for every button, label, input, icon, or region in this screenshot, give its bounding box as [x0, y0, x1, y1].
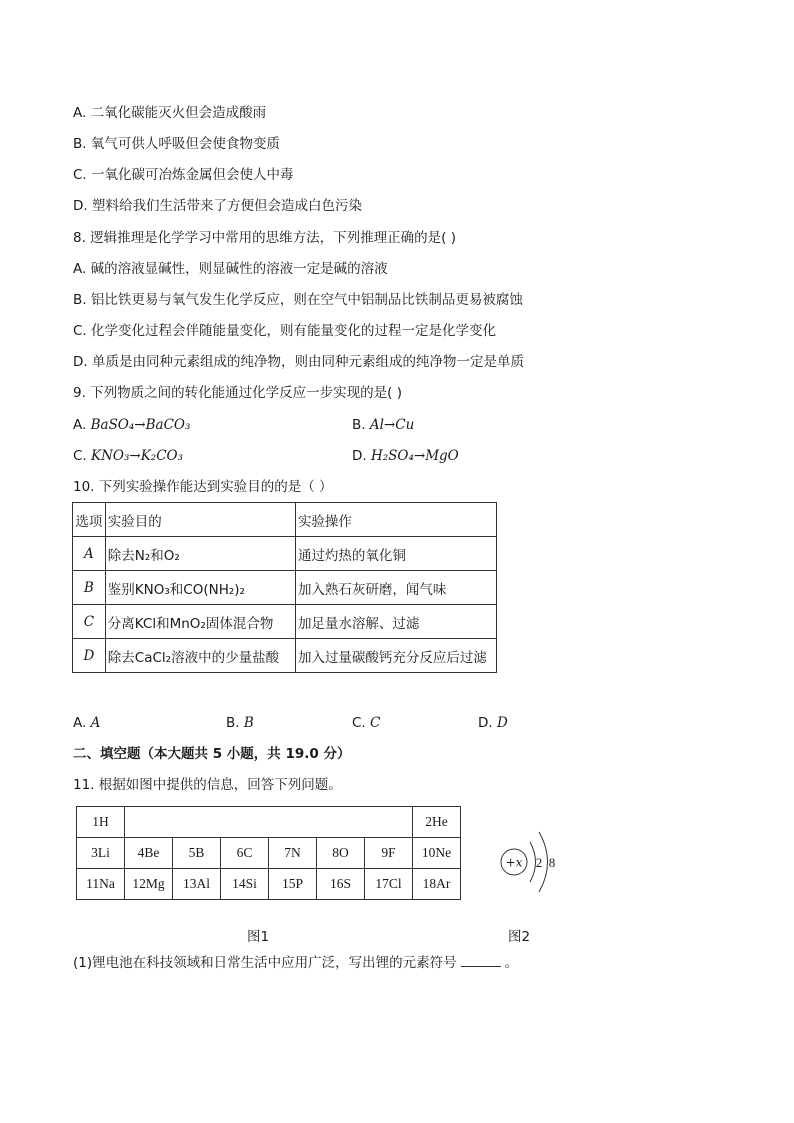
table-header-row: [73, 503, 497, 537]
element-cell: 11Na: [77, 869, 125, 900]
row-operation: 通过灼热的氧化铜: [295, 537, 496, 571]
q9-option-c-formula: KNO₃→K₂CO₃: [91, 448, 184, 464]
q11-stem: 11. 根据如图中提供的信息，回答下列问题。: [73, 777, 342, 793]
element-cell: 10Ne: [413, 838, 461, 869]
section-title: 二、填空题（本大题共 5 小题，共 19.0 分）: [73, 746, 351, 762]
element-cell: 8O: [317, 838, 365, 869]
element-cell: 18Ar: [413, 869, 461, 900]
element-cell: 3Li: [77, 838, 125, 869]
q9-option-b: [352, 416, 414, 434]
element-cell: 5B: [173, 838, 221, 869]
answer-blank[interactable]: [461, 954, 501, 967]
periodic-blank: [125, 807, 413, 838]
row-operation: 加入过量碳酸钙充分反应后过滤: [295, 639, 496, 673]
q11-sub1-end: 。: [504, 955, 519, 971]
q8-option-d: D. 单质是由同种元素组成的纯净物，则由同种元素组成的纯净物一定是单质: [73, 354, 524, 370]
table-row: [73, 639, 497, 673]
element-cell: 4Be: [125, 838, 173, 869]
element-cell: 15P: [269, 869, 317, 900]
element-cell: 16S: [317, 869, 365, 900]
element-cell: 7N: [269, 838, 317, 869]
q10-answer-c-value: C: [370, 715, 381, 731]
row-option: C: [73, 605, 106, 639]
q10-stem: 10. 下列实验操作能达到实验目的的是（ ）: [73, 479, 333, 495]
atom-structure-diagram: [494, 822, 564, 902]
row-goal: 除去CaCl₂溶液中的少量盐酸: [105, 639, 295, 673]
q11-sub1: [73, 954, 518, 972]
q8-stem: 8. 逻辑推理是化学学习中常用的思维方法，下列推理正确的是( ): [73, 230, 456, 246]
q9-option-d-label: D.: [352, 448, 367, 464]
row-goal: 分离KCl和MnO₂固体混合物: [105, 605, 295, 639]
q10-answer-d: [478, 714, 508, 732]
q9-option-a-formula: BaSO₄→BaCO₃: [90, 417, 191, 433]
header-operation: 实验操作: [295, 503, 496, 537]
q10-answer-b-value: B: [243, 715, 254, 731]
shell-2-electrons: 8: [548, 855, 556, 870]
periodic-row-1: [77, 807, 461, 838]
q8-option-c: C. 化学变化过程会伴随能量变化，则有能量变化的过程一定是化学变化: [73, 323, 497, 339]
figure-1-caption: 图1: [247, 929, 270, 945]
element-cell: 13Al: [173, 869, 221, 900]
q9-stem: 9. 下列物质之间的转化能通过化学反应一步实现的是( ): [73, 385, 402, 401]
q10-answer-d-value: D: [496, 715, 508, 731]
table-row: [73, 605, 497, 639]
q10-answer-d-label: D.: [478, 715, 493, 731]
periodic-row-3: [77, 869, 461, 900]
q10-answer-b: [226, 714, 254, 732]
table-row: [73, 571, 497, 605]
q9-option-d-formula: H₂SO₄→MgO: [370, 448, 459, 464]
element-cell: 17Cl: [365, 869, 413, 900]
q7-option-d: D. 塑料给我们生活带来了方便但会造成白色污染: [73, 198, 362, 214]
q10-answer-b-label: B.: [226, 715, 240, 731]
q10-answer-c-label: C.: [352, 715, 366, 731]
q9-option-a: [73, 416, 190, 434]
element-cell: 9F: [365, 838, 413, 869]
row-option: A: [73, 537, 106, 571]
q10-answer-c: [352, 714, 380, 732]
experiment-table: [72, 502, 497, 673]
q9-option-d: [352, 447, 459, 465]
element-cell: 2He: [413, 807, 461, 838]
q9-option-c-label: C.: [73, 448, 87, 464]
element-cell: 14Si: [221, 869, 269, 900]
row-operation: 加足量水溶解、过滤: [295, 605, 496, 639]
q8-option-b: B. 铝比铁更易与氧气发生化学反应，则在空气中铝制品比铁制品更易被腐蚀: [73, 292, 523, 308]
q9-option-b-label: B.: [352, 417, 366, 433]
header-goal: 实验目的: [105, 503, 295, 537]
q8-option-a: A. 碱的溶液显碱性，则显碱性的溶液一定是碱的溶液: [73, 261, 388, 277]
q7-option-a: A. 二氧化碳能灭火但会造成酸雨: [73, 105, 267, 121]
shell-1-electrons: 2: [535, 855, 543, 870]
row-goal: 鉴别KNO₃和CO(NH₂)₂: [105, 571, 295, 605]
row-goal: 除去N₂和O₂: [105, 537, 295, 571]
q9-option-b-formula: Al→Cu: [369, 417, 415, 433]
q7-option-c: C. 一氧化碳可冶炼金属但会使人中毒: [73, 167, 294, 183]
q9-option-c: [73, 447, 183, 465]
q9-option-a-label: A.: [73, 417, 87, 433]
q10-answer-a: [73, 714, 100, 732]
element-cell: 6C: [221, 838, 269, 869]
element-cell: 1H: [77, 807, 125, 838]
row-operation: 加入熟石灰研磨，闻气味: [295, 571, 496, 605]
q11-sub1-text: (1)锂电池在科技领域和日常生活中应用广泛，写出锂的元素符号: [73, 955, 457, 971]
q10-answer-a-value: A: [90, 715, 101, 731]
element-cell: 12Mg: [125, 869, 173, 900]
nucleus-charge: +x: [505, 855, 523, 870]
q7-option-b: B. 氧气可供人呼吸但会使食物变质: [73, 136, 280, 152]
electron-shell-1: [530, 842, 536, 882]
periodic-row-2: [77, 838, 461, 869]
row-option: B: [73, 571, 106, 605]
table-row: [73, 537, 497, 571]
header-option: 选项: [73, 503, 106, 537]
periodic-table: [76, 806, 461, 900]
figure-2-caption: 图2: [508, 929, 531, 945]
row-option: D: [73, 639, 106, 673]
q10-answer-a-label: A.: [73, 715, 87, 731]
